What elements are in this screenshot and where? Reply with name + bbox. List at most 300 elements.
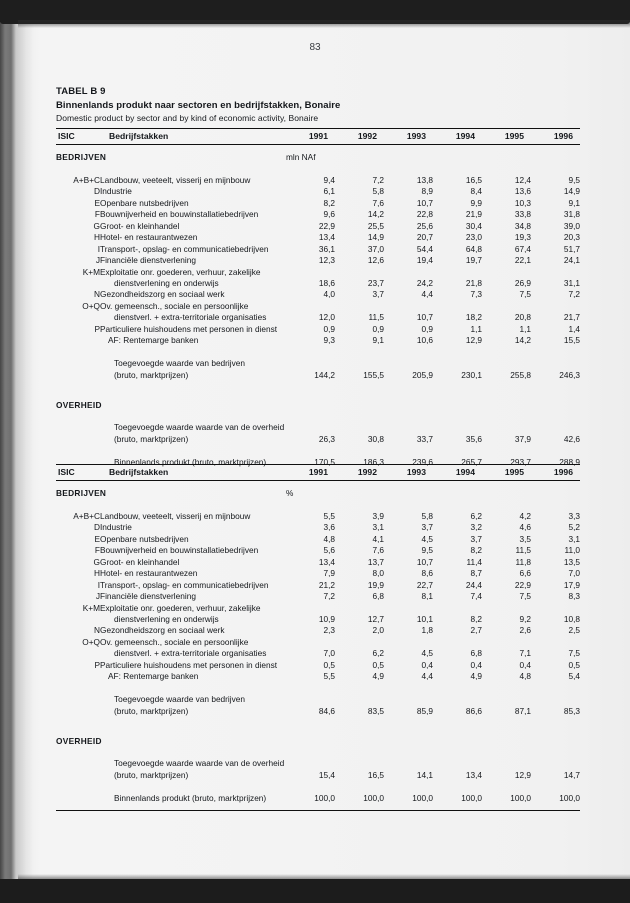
row-value-1993: 24,2	[416, 277, 433, 288]
row-isic-code	[56, 614, 100, 625]
total-overheid-value-1994: 13,4	[465, 769, 482, 780]
table-row	[56, 603, 580, 614]
spacer-cell	[56, 381, 580, 392]
table-row	[56, 289, 580, 300]
row-label: Exploitatie onr. goederen, verhuur, zakelijke	[100, 602, 261, 613]
row-isic-code: A+B+C	[73, 510, 100, 521]
section-label-overheid: OVERHEID	[56, 735, 102, 746]
total-bedrijven-value-1993: 85,9	[416, 705, 433, 716]
grand-total-value-1993: 100,0	[412, 792, 433, 803]
row-value-1995: 19,3	[514, 232, 531, 243]
row-value-1994: 23,0	[465, 232, 482, 243]
table-row	[56, 522, 580, 533]
row-isic-code: F	[94, 545, 100, 556]
row-label: Industrie	[100, 186, 132, 197]
row-value-1992: 13,7	[367, 556, 384, 567]
grand-total-value-1994: 100,0	[461, 792, 482, 803]
row-value-1992	[335, 603, 384, 614]
page-number: 83	[309, 42, 321, 53]
table-header-row	[56, 465, 580, 481]
section-header-bedrijven	[56, 152, 580, 163]
row-value-1991: 4,0	[323, 289, 335, 300]
row-value-1994	[433, 603, 482, 614]
row-value-1995: 7,1	[519, 648, 531, 659]
row-value-1996: 5,2	[568, 522, 580, 533]
row-value-1991: 12,3	[318, 255, 335, 266]
row-value-1992: 12,6	[367, 255, 384, 266]
row-value-1996	[531, 358, 580, 369]
row-value-1996: 9,1	[568, 197, 580, 208]
total-overheid-label-line2: (bruto, marktprijzen)	[114, 769, 189, 780]
unit-label-absolute: mln NAf	[286, 152, 316, 162]
grand-total-value-1996: 100,0	[559, 792, 580, 803]
row-value-1993: 1,8	[421, 625, 433, 636]
row-value-1992: 7,6	[372, 545, 384, 556]
table-row	[56, 580, 580, 591]
row-value-1993	[384, 603, 433, 614]
row-value-1995: 4,2	[519, 510, 531, 521]
table-id: TABEL B 9	[56, 86, 106, 97]
row-value-1992: 9,1	[372, 335, 384, 346]
row-isic-code: H	[94, 568, 100, 579]
row-value-1996: 10,8	[563, 613, 580, 624]
row-label: Financiële dienstverlening	[100, 591, 196, 602]
section-label-overheid: OVERHEID	[56, 399, 102, 410]
row-value-1992: 14,2	[367, 209, 384, 220]
row-label: Landbouw, veeteelt, visserij en mijnbouw	[100, 510, 251, 521]
row-isic-code: D	[94, 186, 100, 197]
row-label: Openbare nutsbedrijven	[100, 533, 189, 544]
row-isic-code	[56, 312, 100, 323]
total-bedrijven-label-line1: Toegevoegde waarde van bedrijven	[114, 694, 245, 705]
row-value-1991: 3,6	[323, 522, 335, 533]
row-value-1994: 8,2	[470, 613, 482, 624]
column-header-1991: 1991	[286, 465, 335, 481]
row-value-1991: 13,4	[318, 232, 335, 243]
row-value-1993: 10,7	[416, 197, 433, 208]
row-value-1993	[384, 358, 433, 369]
row-isic-code	[56, 694, 100, 705]
spacer-cell	[56, 747, 580, 758]
column-header-1994: 1994	[433, 129, 482, 145]
row-value-1993: 20,7	[416, 232, 433, 243]
column-header-1994: 1994	[433, 465, 482, 481]
row-label: dienstverl. + extra-territoriale organisaties	[114, 648, 267, 659]
total-overheid-label-line1: Toegevoegde waarde waarde van de overheid	[114, 422, 285, 433]
statistics-table-absolute	[56, 128, 580, 468]
row-value-1994	[433, 637, 482, 648]
total-overheid-value-1992: 16,5	[367, 769, 384, 780]
table-titles	[56, 86, 580, 123]
spacer-row	[56, 347, 580, 358]
column-header-isic: ISIC	[56, 129, 100, 145]
spacer-row	[56, 781, 580, 792]
spacer-cell	[56, 683, 580, 694]
row-value-1994: 7,4	[470, 591, 482, 602]
row-value-1992: 6,8	[372, 591, 384, 602]
row-label: Groot- en kleinhandel	[100, 220, 180, 231]
total-bedrijven-line2-row	[56, 370, 580, 381]
row-value-1994: 6,2	[470, 510, 482, 521]
row-value-1996: 31,8	[563, 209, 580, 220]
row-label: Particuliere huishoudens met personen in dienst	[100, 323, 278, 334]
row-value-1995: 14,2	[514, 335, 531, 346]
grand-total-value-1995: 100,0	[510, 792, 531, 803]
row-value-1992	[335, 301, 384, 312]
row-value-1995: 4,8	[519, 671, 531, 682]
row-value-1994	[433, 422, 482, 433]
table-row	[56, 232, 580, 243]
row-value-1991: 2,3	[323, 625, 335, 636]
row-value-1996: 9,5	[568, 174, 580, 185]
table-block-percent	[56, 464, 580, 811]
row-value-1993: 8,1	[421, 591, 433, 602]
row-value-1995	[482, 267, 531, 278]
row-value-1993: 4,4	[421, 289, 433, 300]
row-value-1991: 9,6	[323, 209, 335, 220]
row-value-1995: 7,5	[519, 591, 531, 602]
row-value-1992: 4,1	[372, 533, 384, 544]
row-label: Hotel- en restaurantwezen	[100, 568, 198, 579]
row-value-1996: 3,3	[568, 510, 580, 521]
row-label: Transport-, opslag- en communicatiebedrijven	[100, 579, 269, 590]
row-value-1991	[286, 422, 335, 433]
row-value-1991	[286, 301, 335, 312]
row-value-1994: 24,4	[465, 579, 482, 590]
row-value-1996	[531, 603, 580, 614]
row-value-1996: 39,0	[563, 220, 580, 231]
row-value-1994: 21,9	[465, 209, 482, 220]
row-value-1995: 11,5	[515, 545, 531, 556]
grand-total-row	[56, 793, 580, 804]
spacer-row	[56, 381, 580, 392]
spacer-cell	[56, 347, 580, 358]
row-value-1992: 23,7	[367, 277, 384, 288]
total-overheid-label-line2: (bruto, marktprijzen)	[114, 433, 189, 444]
table-row	[56, 614, 580, 625]
table-row	[56, 312, 580, 323]
spacer-cell	[56, 393, 580, 400]
row-label: dienstverl. + extra-territoriale organisaties	[114, 312, 267, 323]
row-value-1995	[482, 758, 531, 769]
row-isic-code: G	[93, 556, 100, 567]
column-header-1992: 1992	[335, 465, 384, 481]
total-bedrijven-value-1994: 230,1	[461, 369, 482, 380]
column-header-isic: ISIC	[56, 465, 100, 481]
row-value-1992: 4,9	[372, 671, 384, 682]
total-overheid-value-1996: 14,7	[563, 769, 580, 780]
row-value-1994: 19,7	[465, 255, 482, 266]
table-row	[56, 175, 580, 186]
row-value-1992: 11,5	[368, 312, 384, 323]
row-value-1992: 12,7	[367, 613, 384, 624]
row-value-1991: 5,6	[323, 545, 335, 556]
row-isic-code: A+B+C	[73, 174, 100, 185]
row-value-1991: 7,0	[323, 648, 335, 659]
row-value-1995: 22,9	[514, 579, 531, 590]
row-value-1995: 9,2	[519, 613, 531, 624]
row-isic-code: J	[95, 591, 100, 602]
table-row	[56, 648, 580, 659]
table-body-percent	[56, 481, 580, 805]
column-header-1995: 1995	[482, 129, 531, 145]
row-label: AF: Rentemarge banken	[108, 671, 199, 682]
spacer-row	[56, 729, 580, 736]
row-value-1991	[286, 358, 335, 369]
spacer-row	[56, 481, 580, 489]
row-label: Hotel- en restaurantwezen	[100, 232, 198, 243]
unit-label-percent: %	[286, 488, 294, 498]
row-value-1996: 0,5	[568, 659, 580, 670]
table-row	[56, 244, 580, 255]
row-isic-code: O+Q	[82, 300, 100, 311]
total-overheid-value-1994: 35,6	[465, 433, 482, 444]
row-value-1994: 2,7	[470, 625, 482, 636]
spacer-row	[56, 747, 580, 758]
column-header-1992: 1992	[335, 129, 384, 145]
row-value-1995: 4,6	[519, 522, 531, 533]
total-bedrijven-value-1994: 86,6	[465, 705, 482, 716]
row-value-1991: 7,2	[323, 591, 335, 602]
row-value-1991: 4,8	[323, 533, 335, 544]
page-content	[0, 22, 630, 879]
column-header-1995: 1995	[482, 465, 531, 481]
row-isic-code: I	[97, 243, 100, 254]
row-value-1996	[531, 422, 580, 433]
row-value-1992	[335, 358, 384, 369]
row-isic-code: E	[94, 533, 100, 544]
spacer-cell	[56, 717, 580, 728]
row-value-1996	[531, 267, 580, 278]
row-value-1996: 5,4	[568, 671, 580, 682]
row-value-1991: 5,5	[323, 671, 335, 682]
row-label: Industrie	[100, 522, 132, 533]
row-value-1994: 7,3	[470, 289, 482, 300]
table-row	[56, 568, 580, 579]
row-isic-code: J	[95, 255, 100, 266]
grand-total-value-1992: 186,3	[363, 456, 384, 467]
row-value-1993: 5,8	[421, 510, 433, 521]
row-value-1996: 17,9	[563, 579, 580, 590]
total-overheid-value-1992: 30,8	[367, 433, 384, 444]
row-value-1991: 36,1	[318, 243, 335, 254]
row-value-1991	[286, 694, 335, 705]
row-label: Bouwnijverheid en bouwinstallatiebedrijven	[100, 545, 259, 556]
table-title-en: Domestic product by sector and by kind of economic activity, Bonaire	[56, 113, 319, 123]
row-label: Groot- en kleinhandel	[100, 556, 180, 567]
row-isic-code	[56, 278, 100, 289]
table-row	[56, 324, 580, 335]
total-overheid-value-1991: 26,3	[318, 433, 335, 444]
total-overheid-value-1996: 42,6	[563, 433, 580, 444]
total-bedrijven-value-1992: 83,5	[367, 705, 384, 716]
row-value-1995: 13,6	[514, 186, 531, 197]
spacer-row	[56, 499, 580, 510]
row-value-1995	[482, 637, 531, 648]
row-value-1991	[286, 758, 335, 769]
row-value-1991: 8,2	[323, 197, 335, 208]
row-value-1996: 21,7	[563, 312, 580, 323]
row-label: Ov. gemeensch., sociale en persoonlijke	[100, 300, 249, 311]
row-isic-code: F	[94, 209, 100, 220]
row-value-1996: 7,5	[568, 648, 580, 659]
row-value-1994: 21,8	[465, 277, 482, 288]
spacer-row	[56, 145, 580, 153]
row-value-1994: 30,4	[465, 220, 482, 231]
row-value-1994: 8,2	[470, 545, 482, 556]
table-bottom-rule	[56, 810, 580, 811]
row-isic-code: O+Q	[82, 636, 100, 647]
row-value-1991: 9,4	[323, 174, 335, 185]
row-value-1992: 3,9	[372, 510, 384, 521]
total-overheid-label-line1: Toegevoegde waarde waarde van de overheid	[114, 758, 285, 769]
row-label: Ov. gemeensch., sociale en persoonlijke	[100, 636, 249, 647]
row-value-1994: 3,2	[470, 522, 482, 533]
row-value-1992: 0,9	[372, 323, 384, 334]
row-value-1995	[482, 301, 531, 312]
table-row	[56, 671, 580, 682]
row-value-1993: 4,5	[421, 533, 433, 544]
row-value-1993: 22,7	[416, 579, 433, 590]
row-isic-code	[56, 770, 100, 781]
row-value-1996	[531, 637, 580, 648]
row-value-1996: 8,3	[568, 591, 580, 602]
row-value-1992: 3,1	[372, 522, 384, 533]
spacer-row	[56, 393, 580, 400]
row-value-1991: 9,3	[323, 335, 335, 346]
grand-total-value-1994: 265,7	[461, 456, 482, 467]
row-value-1995: 0,4	[519, 659, 531, 670]
total-overheid-value-1993: 33,7	[416, 433, 433, 444]
row-value-1994: 18,2	[465, 312, 482, 323]
column-header-label: Bedrijfstakken	[100, 465, 286, 481]
row-value-1993	[384, 758, 433, 769]
row-value-1992	[335, 422, 384, 433]
row-value-1996: 7,0	[568, 568, 580, 579]
row-value-1992: 37,0	[367, 243, 384, 254]
row-isic-code	[56, 358, 100, 369]
table-row	[56, 637, 580, 648]
table-row	[56, 534, 580, 545]
total-overheid-line2-row	[56, 770, 580, 781]
row-value-1995	[482, 603, 531, 614]
table-body-absolute	[56, 145, 580, 469]
total-bedrijven-value-1991: 144,2	[314, 369, 335, 380]
table-row	[56, 335, 580, 346]
row-value-1996: 11,0	[564, 545, 580, 556]
row-isic-code: D	[94, 522, 100, 533]
row-value-1993: 8,9	[421, 186, 433, 197]
grand-total-label: Binnenlands produkt (bruto, marktprijzen)	[114, 792, 267, 803]
row-value-1995: 67,4	[514, 243, 531, 254]
row-value-1991: 21,2	[318, 579, 335, 590]
row-isic-code: P	[94, 659, 100, 670]
column-header-1993: 1993	[384, 129, 433, 145]
total-overheid-value-1995: 37,9	[514, 433, 531, 444]
row-value-1996	[531, 301, 580, 312]
row-value-1991	[286, 267, 335, 278]
row-isic-code	[56, 706, 100, 717]
row-value-1996: 51,7	[563, 243, 580, 254]
spacer-row	[56, 717, 580, 728]
grand-total-value-1991: 170,5	[314, 456, 335, 467]
row-label: Gezondheidszorg en sociaal werk	[100, 625, 225, 636]
row-value-1996: 14,9	[563, 186, 580, 197]
row-value-1996	[531, 758, 580, 769]
row-isic-code: N	[94, 289, 100, 300]
row-value-1996: 15,5	[563, 335, 580, 346]
row-value-1995: 20,8	[514, 312, 531, 323]
row-value-1993: 22,8	[416, 209, 433, 220]
section-label-bedrijven: BEDRIJVEN	[56, 488, 107, 498]
row-isic-code	[56, 422, 100, 433]
section-header-overheid	[56, 400, 580, 411]
row-value-1992: 7,6	[372, 197, 384, 208]
spacer-row	[56, 683, 580, 694]
total-bedrijven-label-line2: (bruto, marktprijzen)	[114, 369, 189, 380]
row-value-1996: 24,1	[563, 255, 580, 266]
row-value-1994	[433, 358, 482, 369]
row-value-1994: 4,9	[470, 671, 482, 682]
row-value-1992: 14,9	[367, 232, 384, 243]
row-value-1992: 25,5	[367, 220, 384, 231]
row-label: dienstverlening en onderwijs	[114, 277, 219, 288]
row-value-1994	[433, 694, 482, 705]
row-value-1996: 13,5	[563, 556, 580, 567]
row-value-1996: 31,1	[563, 277, 580, 288]
row-value-1992: 8,0	[372, 568, 384, 579]
row-value-1994: 64,8	[465, 243, 482, 254]
row-value-1991: 0,5	[323, 659, 335, 670]
row-value-1992	[335, 637, 384, 648]
table-row	[56, 278, 580, 289]
row-value-1993: 10,7	[416, 312, 433, 323]
row-isic-code	[56, 434, 100, 445]
column-header-1993: 1993	[384, 465, 433, 481]
row-value-1995: 3,5	[519, 533, 531, 544]
spacer-cell	[56, 411, 580, 422]
row-value-1993	[384, 694, 433, 705]
row-value-1993: 10,6	[416, 335, 433, 346]
table-row	[56, 545, 580, 556]
row-label: dienstverlening en onderwijs	[114, 613, 219, 624]
row-value-1992: 5,8	[372, 186, 384, 197]
row-value-1993: 19,4	[416, 255, 433, 266]
row-value-1993: 0,9	[421, 323, 433, 334]
row-isic-code: K+M	[82, 602, 100, 613]
row-value-1993	[384, 267, 433, 278]
row-value-1992: 0,5	[372, 659, 384, 670]
row-value-1993: 10,1	[416, 613, 433, 624]
row-value-1994	[433, 758, 482, 769]
row-value-1993: 9,5	[421, 545, 433, 556]
table-row	[56, 186, 580, 197]
row-value-1991: 12,0	[318, 312, 335, 323]
total-bedrijven-label-line1: Toegevoegde waarde van bedrijven	[114, 358, 245, 369]
row-value-1993: 0,4	[421, 659, 433, 670]
row-value-1994: 8,7	[470, 568, 482, 579]
row-value-1993: 8,6	[421, 568, 433, 579]
spacer-cell	[56, 781, 580, 792]
total-overheid-line2-row	[56, 434, 580, 445]
total-bedrijven-value-1996: 85,3	[563, 705, 580, 716]
row-value-1995: 12,4	[514, 174, 531, 185]
row-value-1991	[286, 603, 335, 614]
row-label: Bouwnijverheid en bouwinstallatiebedrijven	[100, 209, 259, 220]
spacer-cell	[56, 729, 580, 736]
table-row	[56, 301, 580, 312]
row-value-1992	[335, 758, 384, 769]
